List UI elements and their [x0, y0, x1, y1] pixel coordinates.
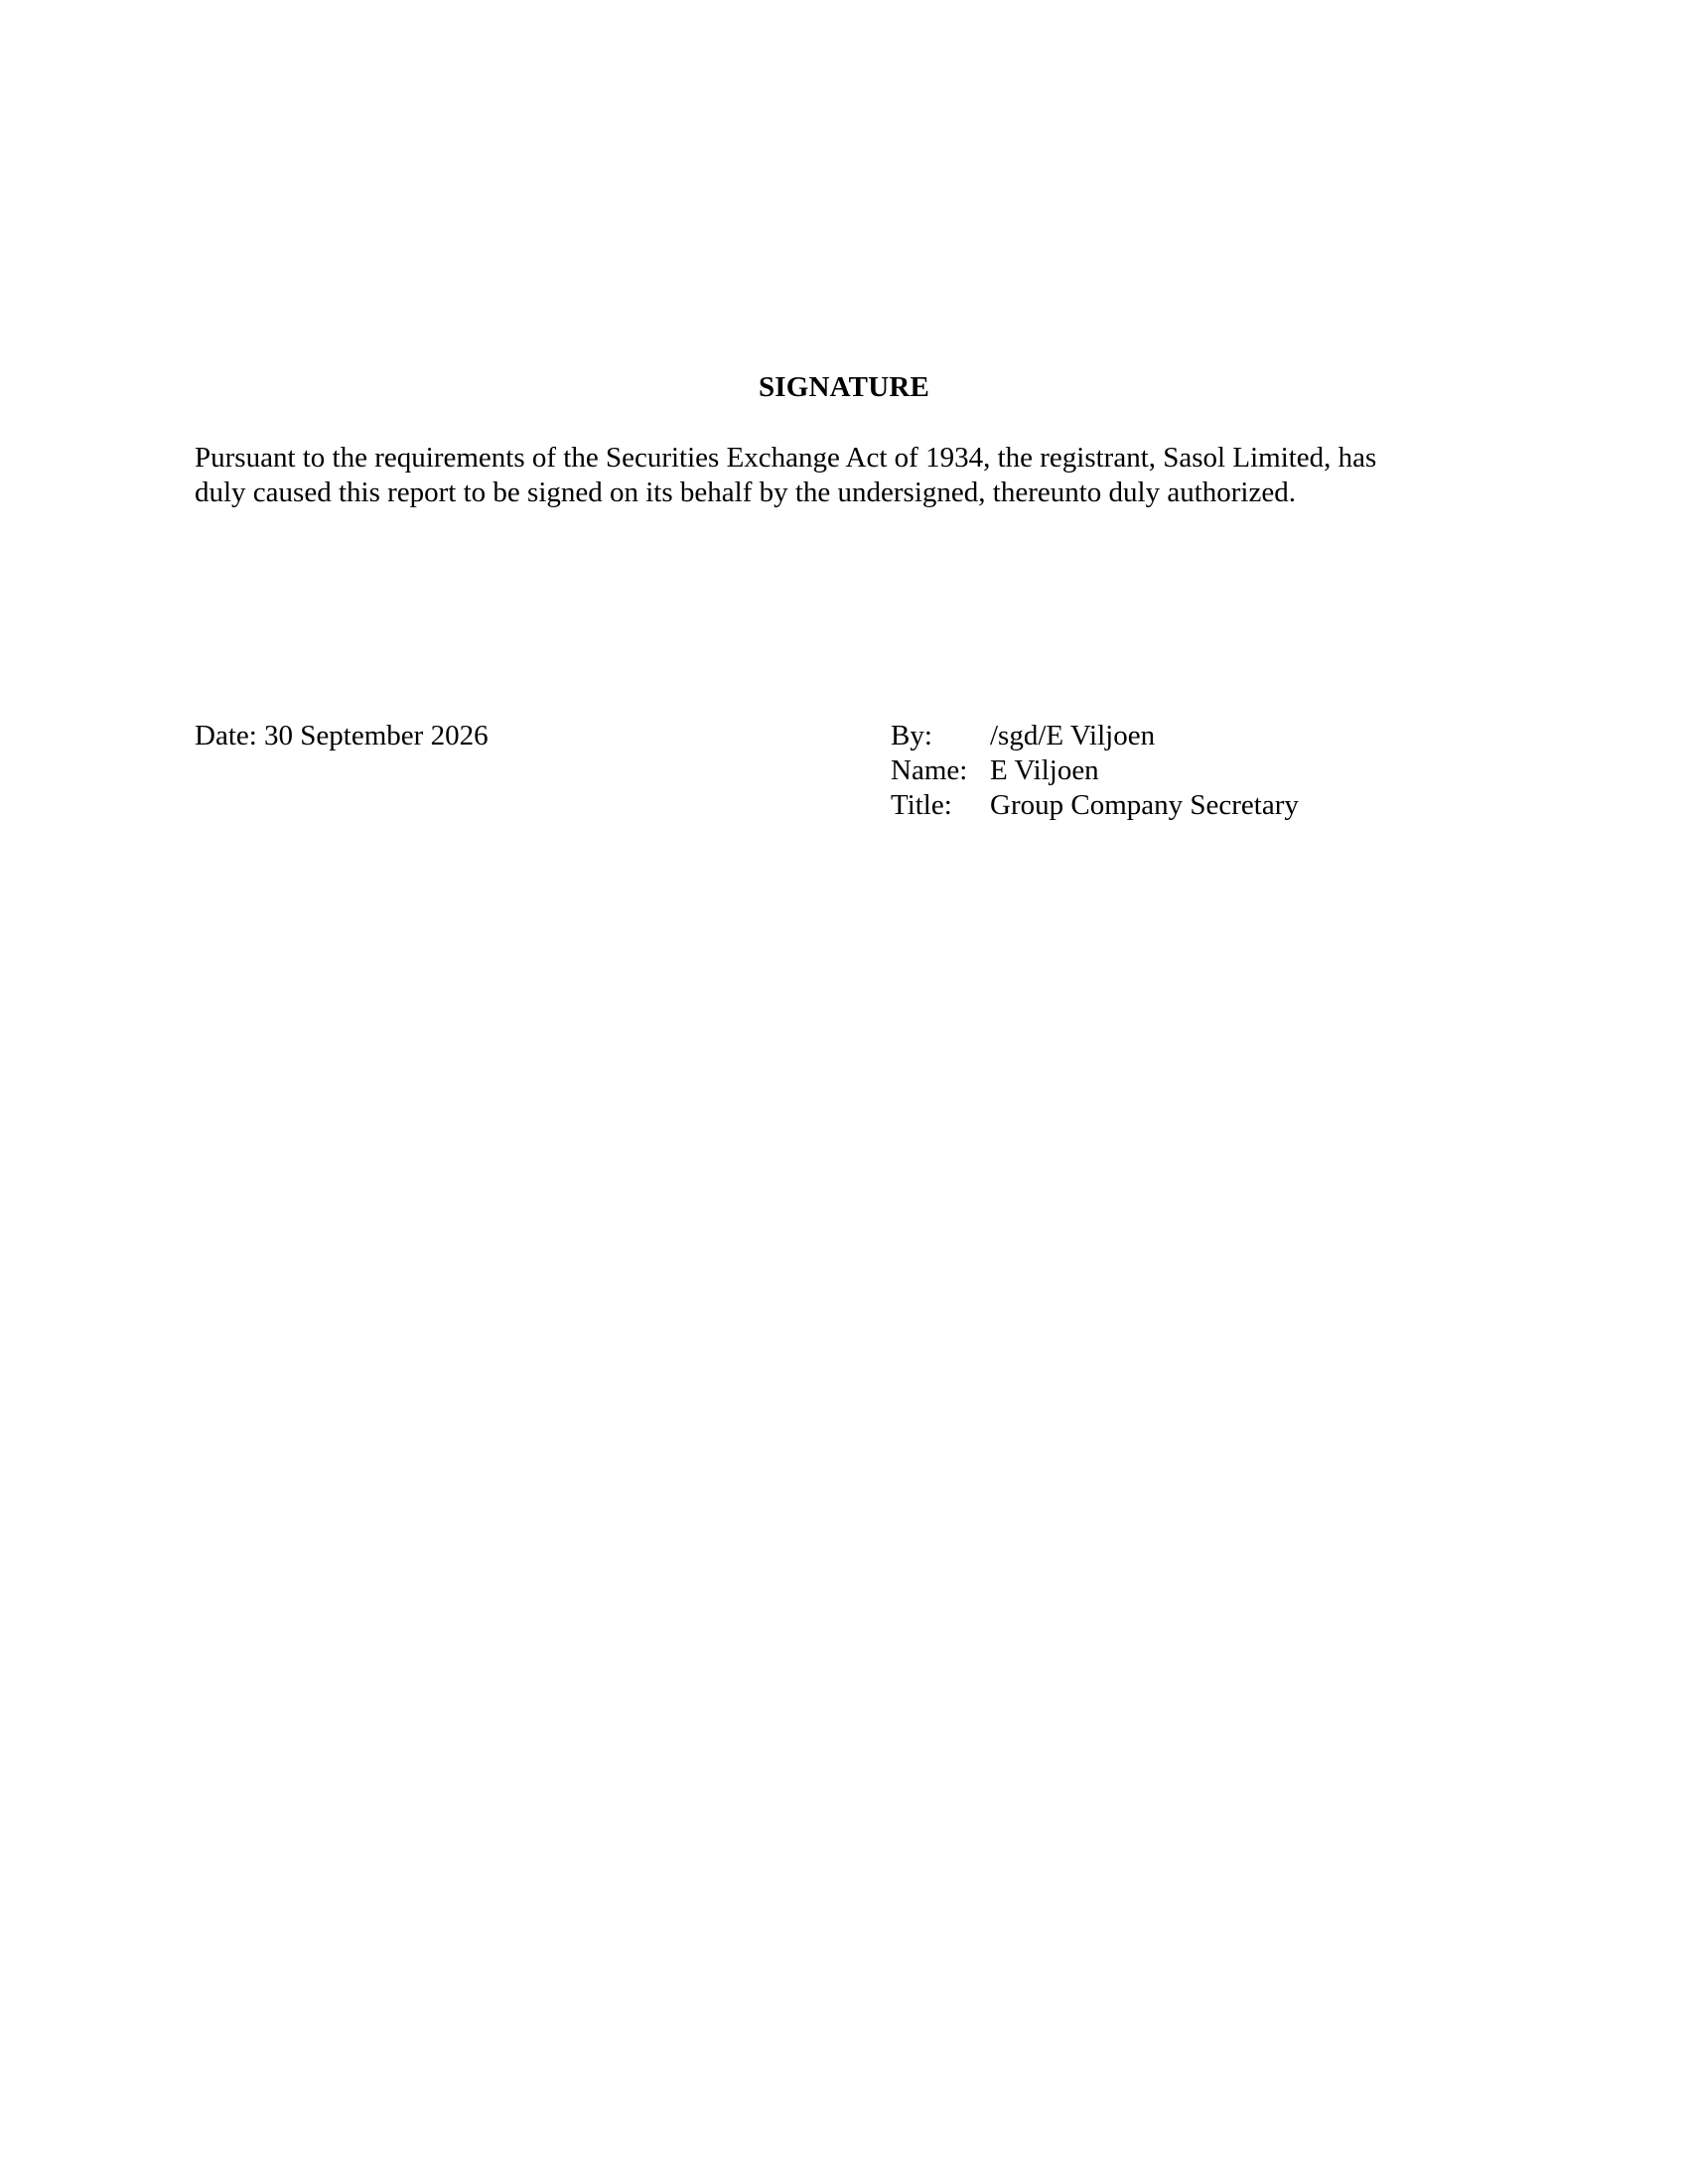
body-paragraph: [195, 441, 1485, 510]
body-paragraph-line-2: duly caused this report to be signed on its behalf by the undersigned, thereunto duly authorized.: [195, 477, 1296, 508]
signature-by-row: [891, 719, 1299, 753]
signature-block: [891, 719, 1299, 823]
signature-name-label: Name:: [891, 754, 968, 786]
signature-title-value: Group Company Secretary: [990, 789, 1299, 821]
signature-by-value: /sgd/E Viljoen: [990, 720, 1156, 751]
page-heading: SIGNATURE: [758, 371, 930, 403]
signature-by-label: By:: [891, 720, 932, 751]
signature-name-row: [891, 753, 1299, 788]
signature-title-row: [891, 788, 1299, 823]
signature-title-label: Title:: [891, 789, 952, 821]
signature-name-value: E Viljoen: [990, 754, 1099, 786]
body-paragraph-line-1: Pursuant to the requirements of the Securities Exchange Act of 1934, the registrant, Sasol Limited, has: [195, 442, 1377, 474]
signature-date: Date: 30 September 2026: [195, 720, 489, 751]
